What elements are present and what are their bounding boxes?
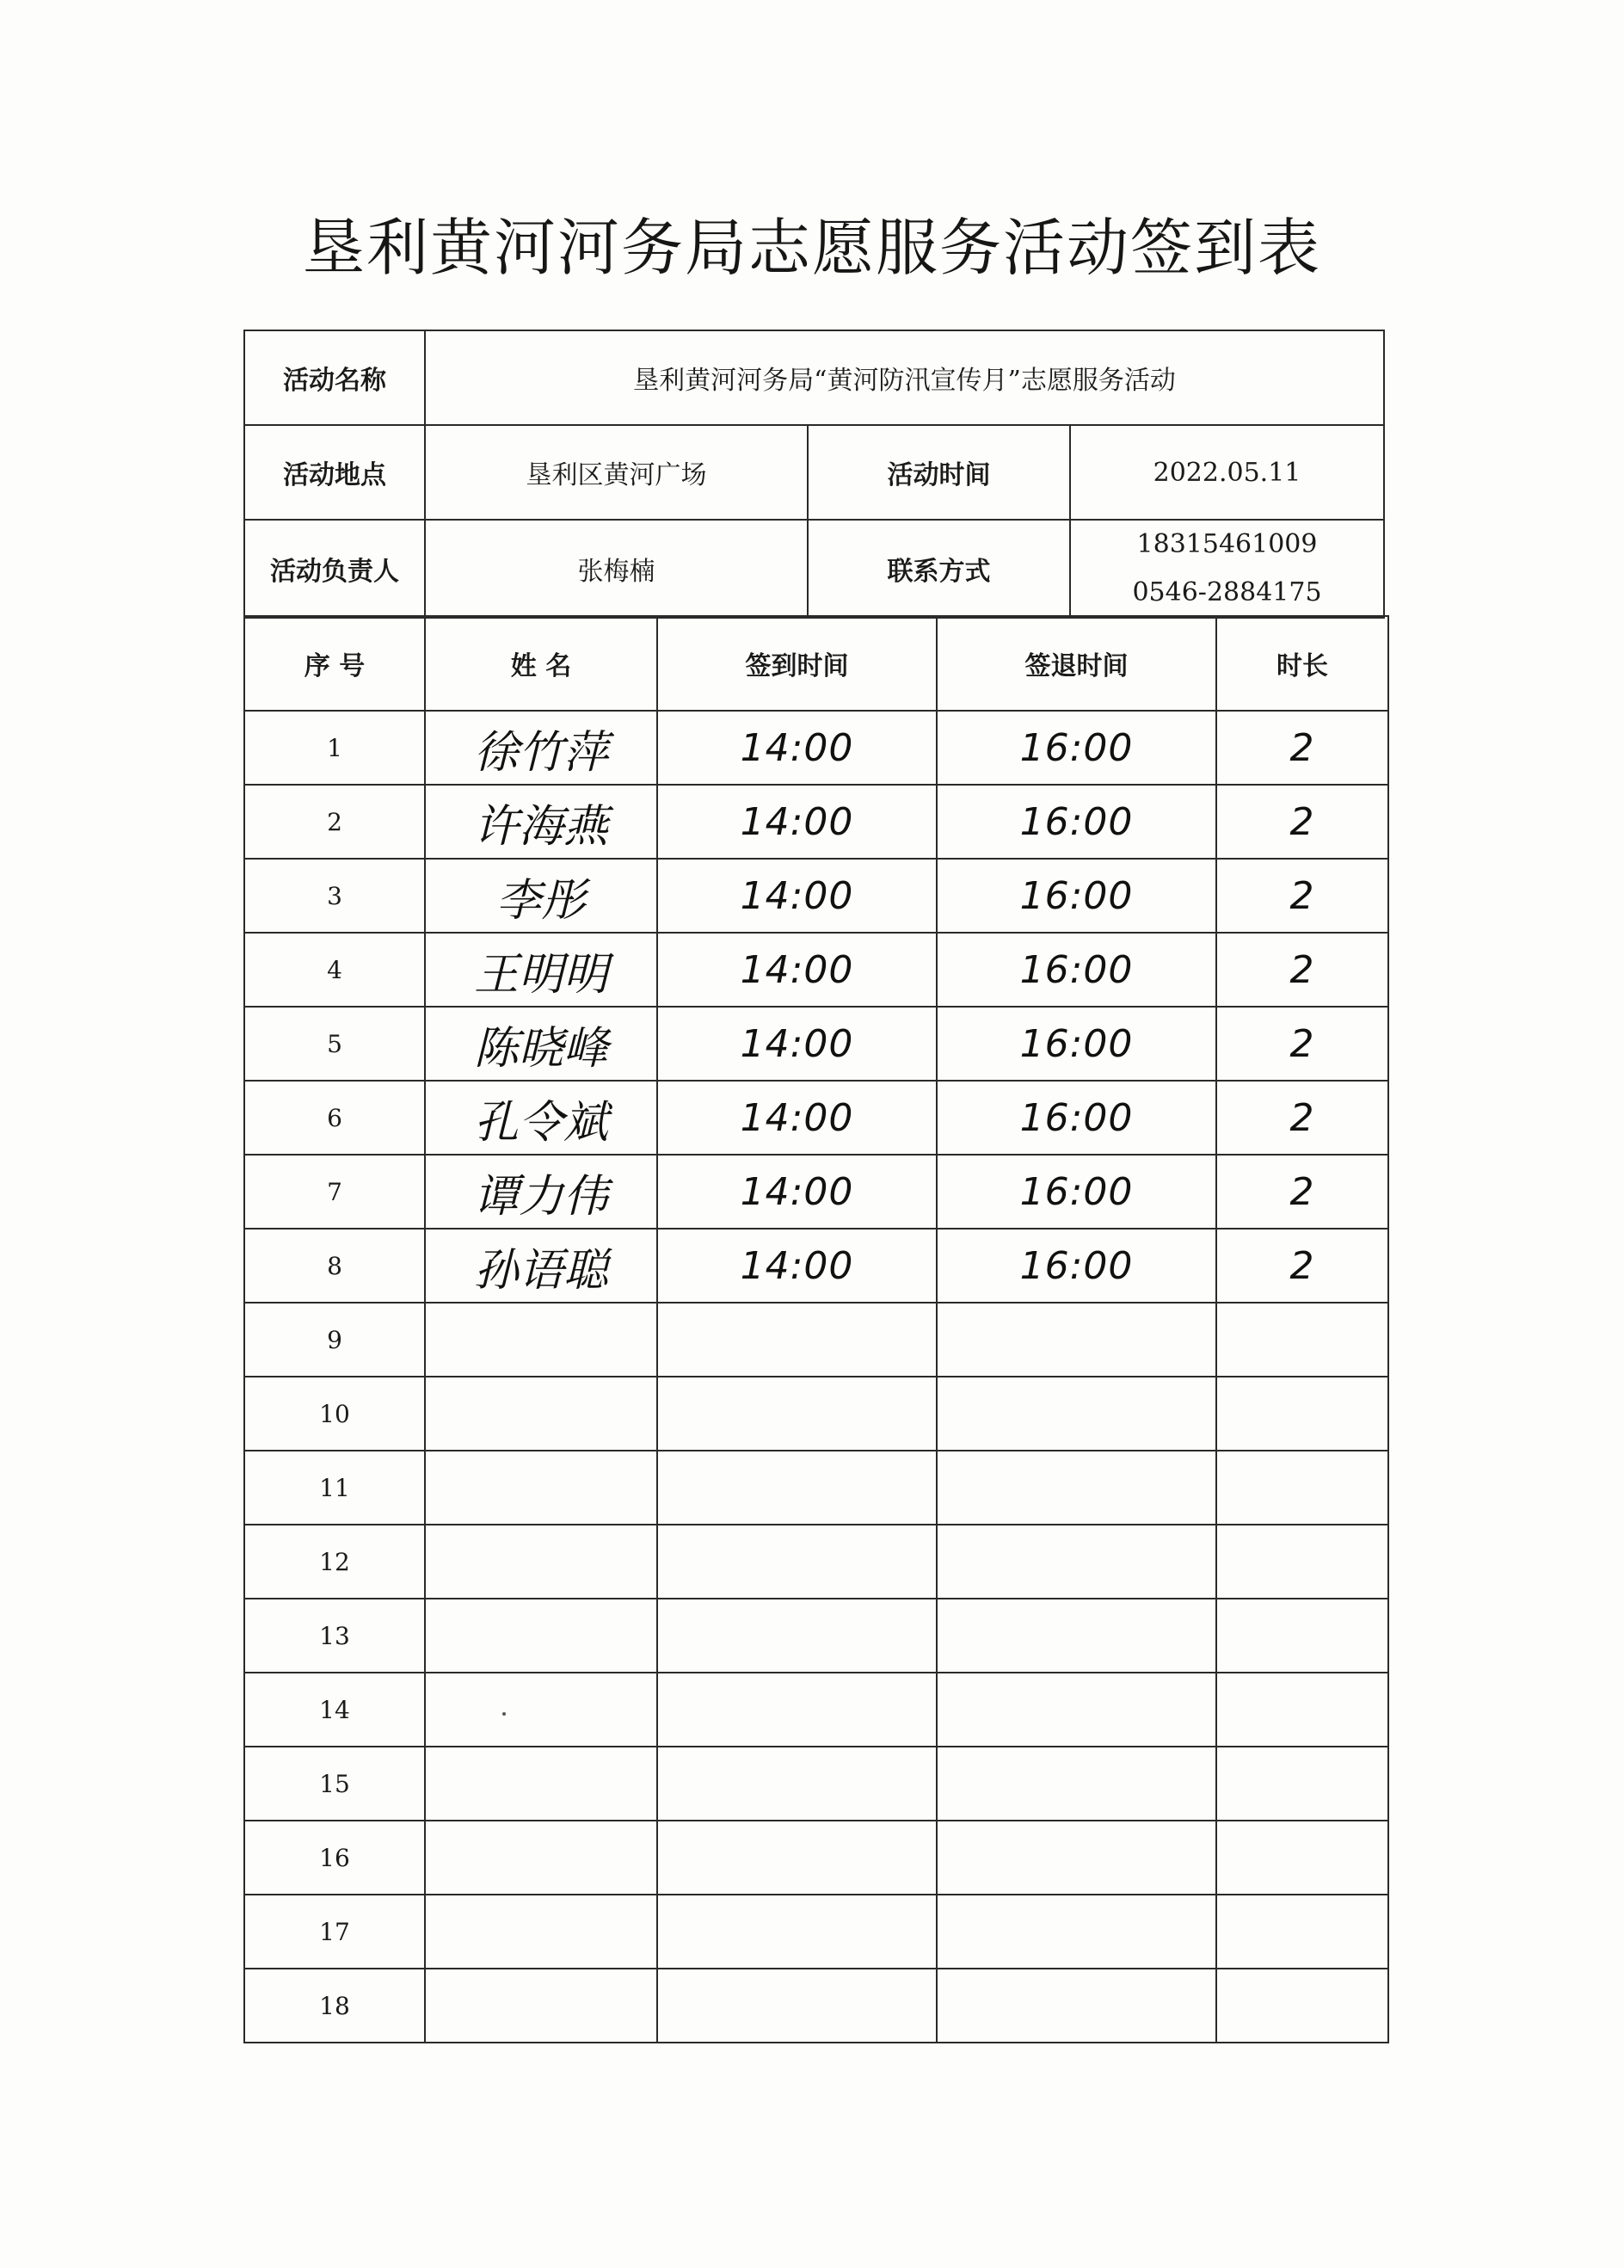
row-sign-out-time: 16:00 xyxy=(937,1081,1216,1155)
row-number: 14 xyxy=(244,1673,425,1747)
row-sign-out-time xyxy=(937,1821,1216,1895)
row-duration xyxy=(1216,1821,1388,1895)
row-number: 15 xyxy=(244,1747,425,1821)
roster-body xyxy=(244,711,1388,2043)
row-sign-out-time: 16:00 xyxy=(937,1155,1216,1229)
activity-info-table xyxy=(243,330,1385,619)
row-sign-in-time xyxy=(657,1451,937,1525)
row-sign-in-time: 14:00 xyxy=(657,1007,937,1081)
roster-header-row xyxy=(244,616,1388,711)
row-duration xyxy=(1216,1451,1388,1525)
row-duration xyxy=(1216,1895,1388,1969)
paper-speck xyxy=(502,1712,506,1716)
row-sign-out-time xyxy=(937,1895,1216,1969)
row-duration: 2 xyxy=(1216,859,1388,933)
header-sign-in-time: 签到时间 xyxy=(657,616,937,711)
table-row xyxy=(244,1229,1388,1303)
row-sign-in-time xyxy=(657,1969,937,2043)
row-sign-out-time: 16:00 xyxy=(937,711,1216,785)
row-duration xyxy=(1216,1969,1388,2043)
table-row xyxy=(244,1525,1388,1599)
row-name-signature xyxy=(425,1895,657,1969)
row-duration: 2 xyxy=(1216,1007,1388,1081)
row-sign-in-time xyxy=(657,1599,937,1673)
row-duration: 2 xyxy=(1216,1155,1388,1229)
row-name-signature: 徐竹萍 xyxy=(425,711,657,785)
table-row xyxy=(244,1007,1388,1081)
table-row xyxy=(244,1451,1388,1525)
activity-name-row xyxy=(244,330,1384,425)
row-number: 16 xyxy=(244,1821,425,1895)
row-name-signature: 孔令斌 xyxy=(425,1081,657,1155)
row-sign-out-time: 16:00 xyxy=(937,1229,1216,1303)
row-sign-out-time: 16:00 xyxy=(937,859,1216,933)
table-row xyxy=(244,1599,1388,1673)
row-name-signature: 陈晓峰 xyxy=(425,1007,657,1081)
row-number: 1 xyxy=(244,711,425,785)
row-name-signature: 孙语聪 xyxy=(425,1229,657,1303)
row-sign-in-time xyxy=(657,1673,937,1747)
row-sign-out-time xyxy=(937,1303,1216,1377)
row-number: 12 xyxy=(244,1525,425,1599)
table-row xyxy=(244,933,1388,1007)
row-number: 6 xyxy=(244,1081,425,1155)
row-name-signature xyxy=(425,1969,657,2043)
row-name-signature: 李彤 xyxy=(425,859,657,933)
row-sign-in-time: 14:00 xyxy=(657,785,937,859)
row-duration xyxy=(1216,1747,1388,1821)
row-number: 13 xyxy=(244,1599,425,1673)
row-sign-out-time xyxy=(937,1969,1216,2043)
table-row xyxy=(244,1895,1388,1969)
table-row xyxy=(244,785,1388,859)
activity-time-value: 2022.05.11 xyxy=(1070,425,1384,520)
row-name-signature xyxy=(425,1599,657,1673)
row-duration xyxy=(1216,1377,1388,1451)
row-duration: 2 xyxy=(1216,1229,1388,1303)
table-row xyxy=(244,1081,1388,1155)
table-row xyxy=(244,1377,1388,1451)
row-name-signature xyxy=(425,1451,657,1525)
row-name-signature xyxy=(425,1673,657,1747)
row-sign-out-time xyxy=(937,1525,1216,1599)
row-sign-in-time: 14:00 xyxy=(657,1229,937,1303)
row-number: 18 xyxy=(244,1969,425,2043)
activity-name-value: 垦利黄河河务局“黄河防汛宣传月”志愿服务活动 xyxy=(425,330,1384,425)
row-sign-in-time: 14:00 xyxy=(657,859,937,933)
activity-leader-label: 活动负责人 xyxy=(244,520,425,618)
activity-location-value: 垦利区黄河广场 xyxy=(425,425,808,520)
row-name-signature: 王明明 xyxy=(425,933,657,1007)
row-name-signature xyxy=(425,1377,657,1451)
table-row xyxy=(244,1673,1388,1747)
row-number: 4 xyxy=(244,933,425,1007)
activity-time-label: 活动时间 xyxy=(808,425,1070,520)
row-sign-out-time xyxy=(937,1747,1216,1821)
row-sign-out-time xyxy=(937,1377,1216,1451)
table-row xyxy=(244,1747,1388,1821)
row-sign-out-time: 16:00 xyxy=(937,785,1216,859)
row-sign-in-time xyxy=(657,1895,937,1969)
row-number: 3 xyxy=(244,859,425,933)
row-sign-out-time: 16:00 xyxy=(937,933,1216,1007)
row-sign-out-time: 16:00 xyxy=(937,1007,1216,1081)
table-row xyxy=(244,859,1388,933)
header-name: 姓 名 xyxy=(425,616,657,711)
table-row xyxy=(244,1155,1388,1229)
row-number: 5 xyxy=(244,1007,425,1081)
row-duration xyxy=(1216,1303,1388,1377)
row-sign-in-time: 14:00 xyxy=(657,933,937,1007)
row-duration xyxy=(1216,1599,1388,1673)
row-number: 9 xyxy=(244,1303,425,1377)
contact-label: 联系方式 xyxy=(808,520,1070,618)
row-sign-out-time xyxy=(937,1599,1216,1673)
row-name-signature xyxy=(425,1303,657,1377)
activity-location-label: 活动地点 xyxy=(244,425,425,520)
row-name-signature: 许海燕 xyxy=(425,785,657,859)
contact-phone: 0546-2884175 xyxy=(1132,577,1322,607)
contact-value xyxy=(1070,520,1384,618)
row-sign-out-time xyxy=(937,1451,1216,1525)
activity-location-row xyxy=(244,425,1384,520)
row-sign-in-time xyxy=(657,1377,937,1451)
header-duration: 时长 xyxy=(1216,616,1388,711)
row-name-signature xyxy=(425,1747,657,1821)
activity-leader-row xyxy=(244,520,1384,618)
row-duration: 2 xyxy=(1216,711,1388,785)
table-row xyxy=(244,1303,1388,1377)
row-sign-in-time: 14:00 xyxy=(657,1081,937,1155)
row-duration xyxy=(1216,1673,1388,1747)
row-sign-in-time: 14:00 xyxy=(657,711,937,785)
row-name-signature: 谭力伟 xyxy=(425,1155,657,1229)
row-name-signature xyxy=(425,1821,657,1895)
row-sign-in-time xyxy=(657,1303,937,1377)
row-duration: 2 xyxy=(1216,933,1388,1007)
header-number: 序 号 xyxy=(244,616,425,711)
row-sign-in-time: 14:00 xyxy=(657,1155,937,1229)
header-sign-out-time: 签退时间 xyxy=(937,616,1216,711)
row-duration xyxy=(1216,1525,1388,1599)
contact-mobile: 18315461009 xyxy=(1136,529,1318,559)
table-row xyxy=(244,1821,1388,1895)
row-number: 11 xyxy=(244,1451,425,1525)
activity-leader-value: 张梅楠 xyxy=(425,520,808,618)
roster-table xyxy=(243,615,1389,2043)
row-number: 2 xyxy=(244,785,425,859)
row-duration: 2 xyxy=(1216,785,1388,859)
row-number: 17 xyxy=(244,1895,425,1969)
row-duration: 2 xyxy=(1216,1081,1388,1155)
row-number: 10 xyxy=(244,1377,425,1451)
row-name-signature xyxy=(425,1525,657,1599)
row-sign-in-time xyxy=(657,1525,937,1599)
table-row xyxy=(244,1969,1388,2043)
row-sign-in-time xyxy=(657,1821,937,1895)
row-number: 7 xyxy=(244,1155,425,1229)
table-row xyxy=(244,711,1388,785)
row-sign-in-time xyxy=(657,1747,937,1821)
row-number: 8 xyxy=(244,1229,425,1303)
activity-name-label: 活动名称 xyxy=(244,330,425,425)
page-title: 垦利黄河河务局志愿服务活动签到表 xyxy=(302,212,1321,284)
row-sign-out-time xyxy=(937,1673,1216,1747)
